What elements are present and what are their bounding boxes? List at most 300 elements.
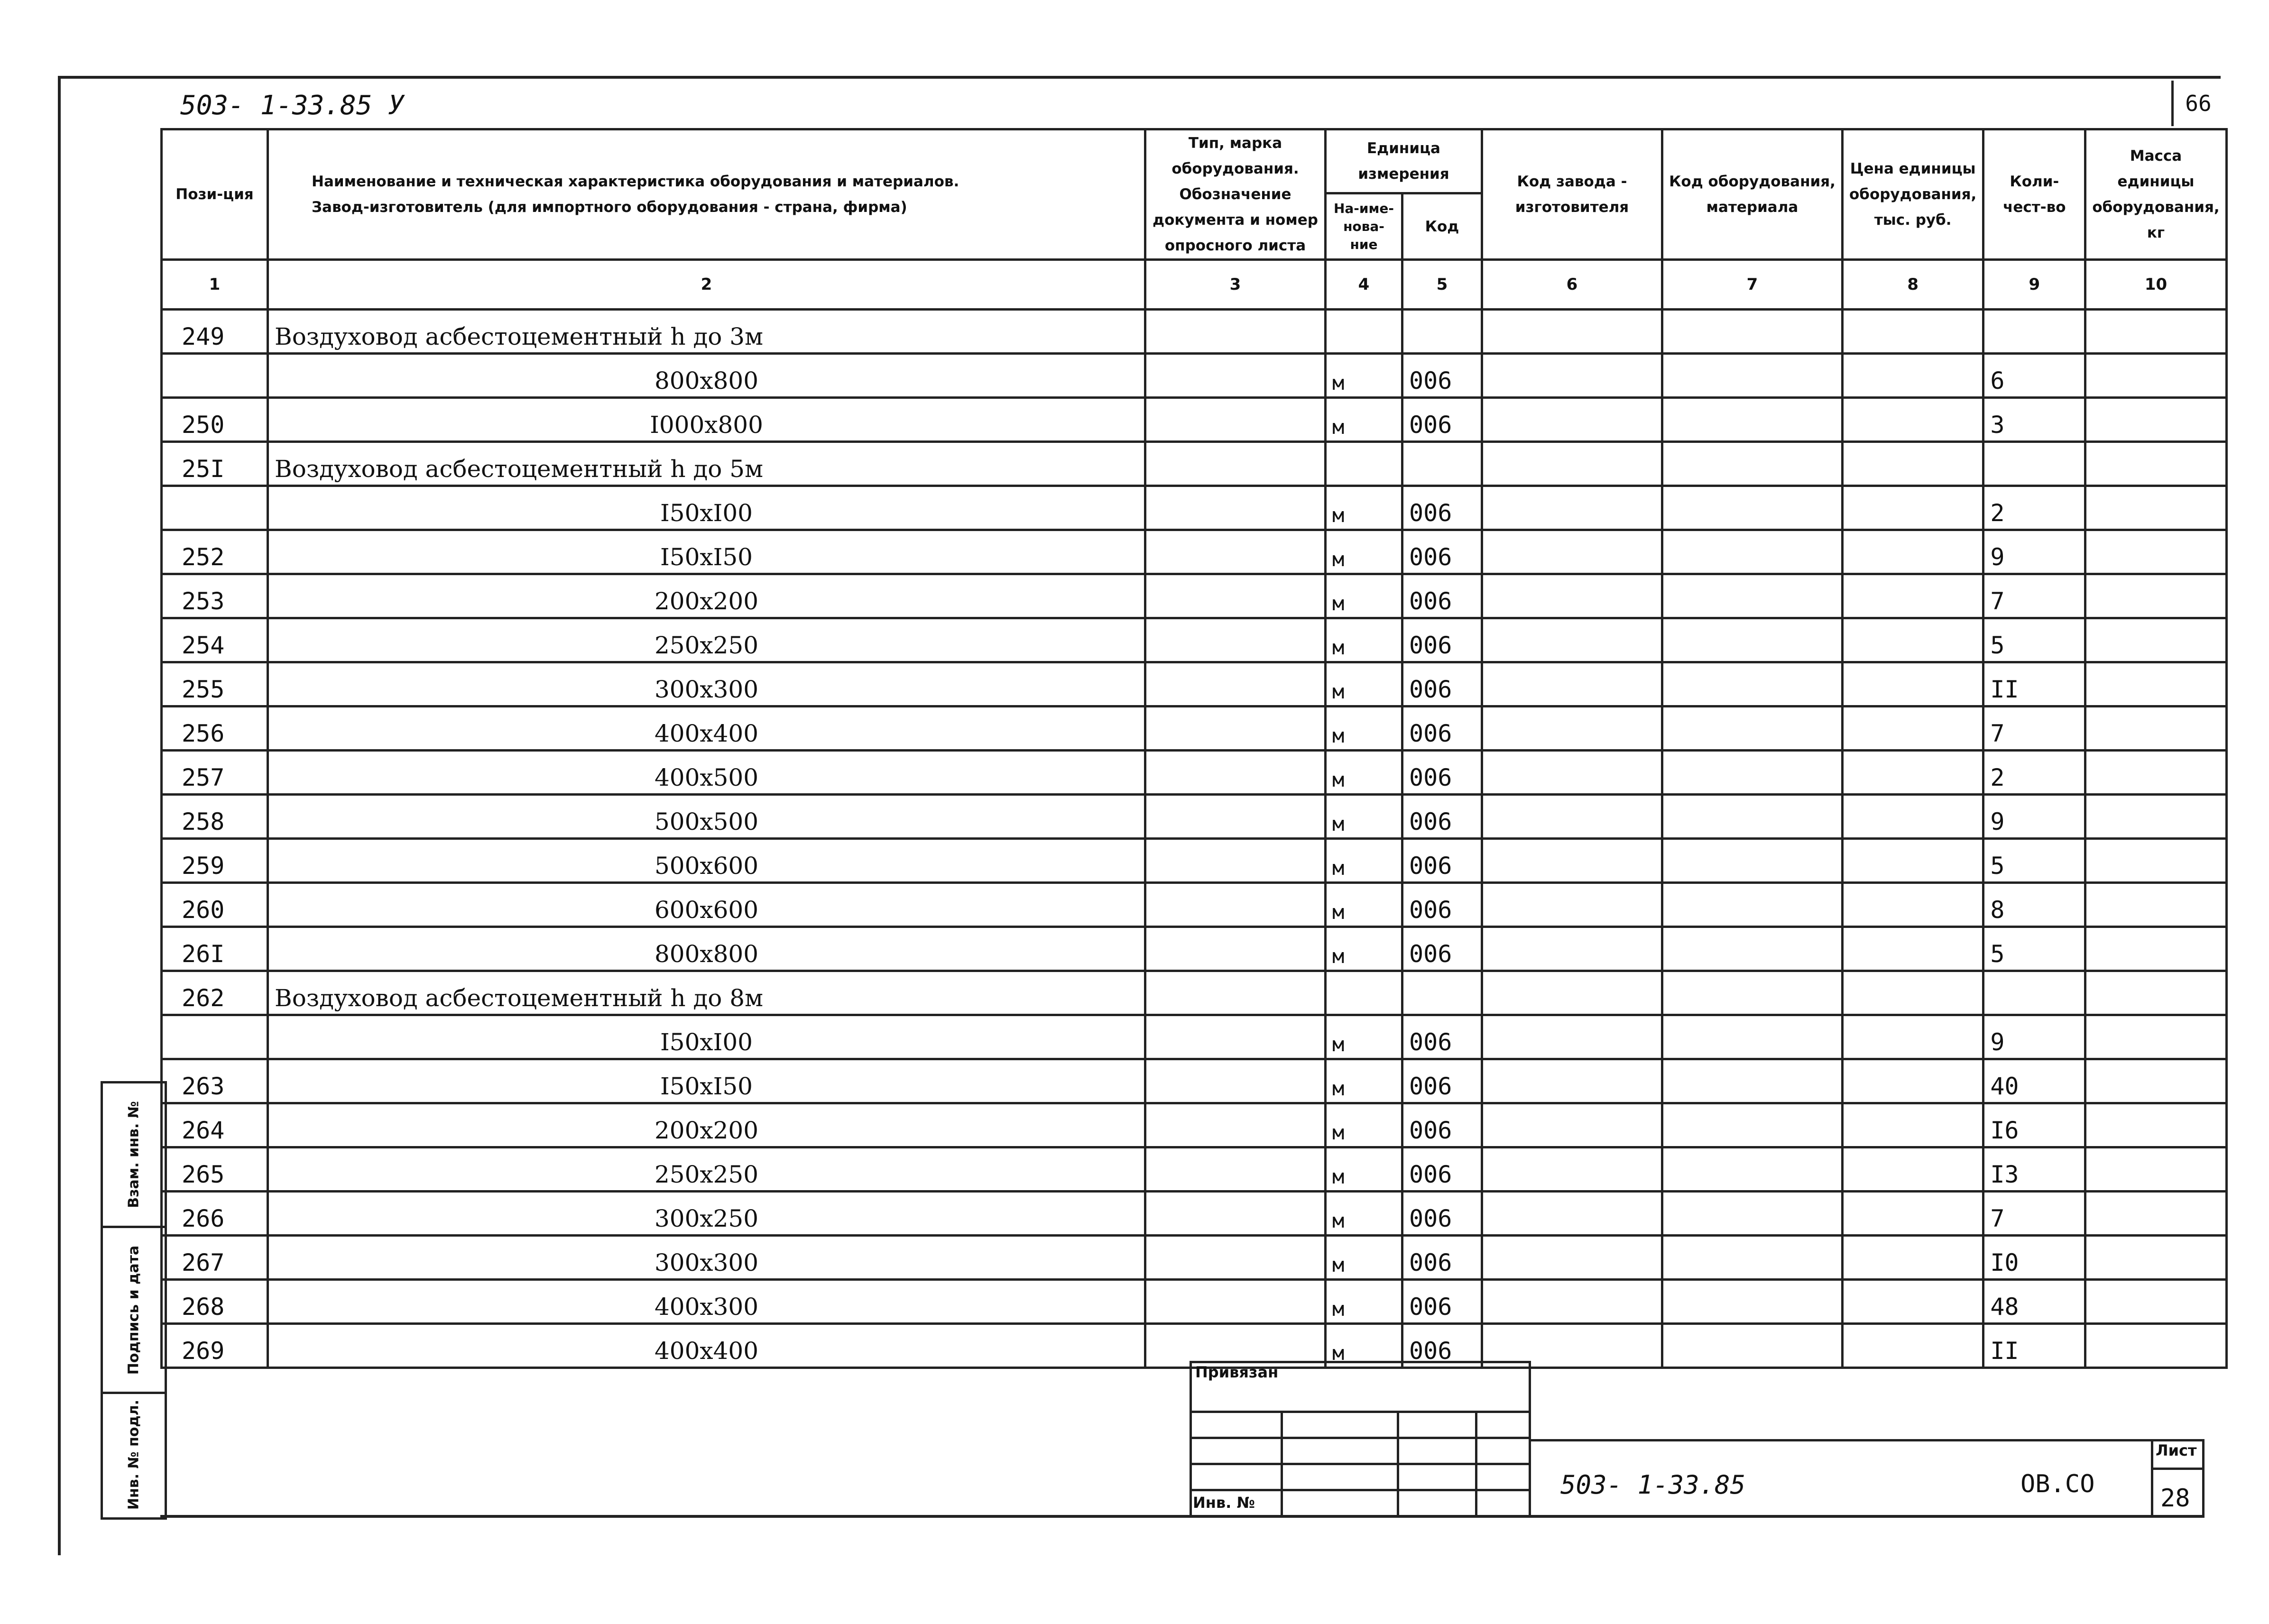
row-type <box>1145 530 1326 574</box>
table-row <box>162 618 2227 662</box>
row-position: 267 <box>162 1236 268 1280</box>
row-type <box>1145 310 1326 354</box>
row-type <box>1145 1103 1326 1147</box>
row-position <box>162 486 268 530</box>
row-price <box>1843 310 1983 354</box>
row-equipment-code <box>1662 1015 1843 1059</box>
row-type <box>1145 751 1326 795</box>
table-row <box>162 839 2227 883</box>
row-type <box>1145 839 1326 883</box>
row-equipment-code <box>1662 927 1843 971</box>
frame-top-border <box>58 76 2221 79</box>
bottom-border <box>160 1515 2204 1518</box>
row-factory-code <box>1482 486 1662 530</box>
sheet-divider <box>2151 1468 2204 1470</box>
row-price <box>1843 795 1983 839</box>
row-quantity: 40 <box>1983 1059 2085 1103</box>
binding-column-line <box>1281 1411 1283 1517</box>
row-equipment-code <box>1662 354 1843 398</box>
row-quantity: 7 <box>1983 574 2085 618</box>
row-unit-code: 006 <box>1402 354 1482 398</box>
stamp-replaced-inv-label: Взам. инв. № <box>125 1101 142 1208</box>
row-unit: м <box>1326 618 1402 662</box>
header-position: Пози-ция <box>162 129 268 260</box>
row-quantity: I6 <box>1983 1103 2085 1147</box>
column-number: 3 <box>1145 260 1326 310</box>
row-price <box>1843 1147 1983 1192</box>
row-unit <box>1326 971 1402 1015</box>
row-factory-code <box>1482 1147 1662 1192</box>
row-factory-code <box>1482 795 1662 839</box>
row-quantity <box>1983 442 2085 486</box>
column-number: 9 <box>1983 260 2085 310</box>
table-row <box>162 971 2227 1015</box>
row-type <box>1145 398 1326 442</box>
row-unit-code: 006 <box>1402 751 1482 795</box>
row-name: Воздуховод асбестоцементный h до 3м <box>268 310 1145 354</box>
column-number: 8 <box>1843 260 1983 310</box>
row-position: 263 <box>162 1059 268 1103</box>
row-unit <box>1326 310 1402 354</box>
row-position: 268 <box>162 1280 268 1324</box>
row-unit: м <box>1326 574 1402 618</box>
stamp-original-inv <box>103 1394 165 1515</box>
row-position: 260 <box>162 883 268 927</box>
row-unit: м <box>1326 1192 1402 1236</box>
row-name: 600x600 <box>268 883 1145 927</box>
row-type <box>1145 1015 1326 1059</box>
row-unit-code: 006 <box>1402 574 1482 618</box>
row-unit: м <box>1326 751 1402 795</box>
row-position: 25I <box>162 442 268 486</box>
row-factory-code <box>1482 310 1662 354</box>
row-quantity: 5 <box>1983 618 2085 662</box>
header-unit-group: Единица измерения <box>1326 129 1482 193</box>
table-row <box>162 883 2227 927</box>
row-equipment-code <box>1662 530 1843 574</box>
table-row <box>162 354 2227 398</box>
row-factory-code <box>1482 706 1662 751</box>
row-name: 200x200 <box>268 574 1145 618</box>
row-factory-code <box>1482 1059 1662 1103</box>
table-row <box>162 486 2227 530</box>
row-name: I50xI50 <box>268 1059 1145 1103</box>
column-number: 6 <box>1482 260 1662 310</box>
row-unit: м <box>1326 1059 1402 1103</box>
header-name-line1: Наименование и техническая характеристика оборудования и материалов. <box>312 173 959 190</box>
row-position: 250 <box>162 398 268 442</box>
row-unit: м <box>1326 883 1402 927</box>
row-factory-code <box>1482 530 1662 574</box>
row-equipment-code <box>1662 1236 1843 1280</box>
row-position: 253 <box>162 574 268 618</box>
row-name: I50xI00 <box>268 486 1145 530</box>
header-mass: Масса единицы оборудования, кг <box>2085 129 2226 260</box>
row-unit: м <box>1326 398 1402 442</box>
row-price <box>1843 530 1983 574</box>
header-unit-code: Код <box>1402 193 1482 260</box>
row-price <box>1843 839 1983 883</box>
row-equipment-code <box>1662 1103 1843 1147</box>
row-quantity: II <box>1983 1324 2085 1368</box>
row-mass <box>2085 1147 2226 1192</box>
row-equipment-code <box>1662 795 1843 839</box>
row-mass <box>2085 706 2226 751</box>
row-quantity: 9 <box>1983 530 2085 574</box>
row-name: 800x800 <box>268 354 1145 398</box>
row-equipment-code <box>1662 1192 1843 1236</box>
table-row <box>162 442 2227 486</box>
row-name: 800x800 <box>268 927 1145 971</box>
row-name: 400x400 <box>268 1324 1145 1368</box>
table-row <box>162 927 2227 971</box>
header-name <box>268 129 1145 260</box>
row-quantity: 5 <box>1983 927 2085 971</box>
row-position: 259 <box>162 839 268 883</box>
stamp-signature-date <box>103 1228 165 1394</box>
row-unit-code: 006 <box>1402 706 1482 751</box>
row-mass <box>2085 1103 2226 1147</box>
row-equipment-code <box>1662 839 1843 883</box>
row-price <box>1843 927 1983 971</box>
header-unit-name: На-име-нова-ние <box>1326 193 1402 260</box>
row-equipment-code <box>1662 398 1843 442</box>
column-number: 4 <box>1326 260 1402 310</box>
row-unit-code: 006 <box>1402 839 1482 883</box>
sheet-number: 28 <box>2160 1484 2190 1513</box>
binding-column-line <box>1397 1411 1399 1517</box>
row-name: I50xI00 <box>268 1015 1145 1059</box>
row-name: 500x600 <box>268 839 1145 883</box>
row-position: 266 <box>162 1192 268 1236</box>
table-row <box>162 1147 2227 1192</box>
row-factory-code <box>1482 927 1662 971</box>
table-row <box>162 795 2227 839</box>
table-body <box>162 310 2227 1368</box>
table-row <box>162 1280 2227 1324</box>
specification-table <box>160 128 2228 1369</box>
row-unit: м <box>1326 486 1402 530</box>
table-row <box>162 1192 2227 1236</box>
row-unit-code <box>1402 310 1482 354</box>
row-equipment-code <box>1662 751 1843 795</box>
row-quantity: 9 <box>1983 1015 2085 1059</box>
row-quantity: II <box>1983 662 2085 706</box>
row-quantity: 3 <box>1983 398 2085 442</box>
row-name: 300x250 <box>268 1192 1145 1236</box>
frame-left-border <box>58 76 61 1555</box>
row-price <box>1843 574 1983 618</box>
row-quantity: 7 <box>1983 1192 2085 1236</box>
row-unit-code: 006 <box>1402 1147 1482 1192</box>
row-name: 400x500 <box>268 751 1145 795</box>
row-price <box>1843 486 1983 530</box>
row-equipment-code <box>1662 1324 1843 1368</box>
row-mass <box>2085 883 2226 927</box>
row-price <box>1843 1059 1983 1103</box>
row-name: 300x300 <box>268 1236 1145 1280</box>
row-mass <box>2085 398 2226 442</box>
row-position: 256 <box>162 706 268 751</box>
row-type <box>1145 1236 1326 1280</box>
row-unit-code <box>1402 442 1482 486</box>
row-name: 500x500 <box>268 795 1145 839</box>
stamp-original-inv-label: Инв. № подл. <box>125 1399 142 1510</box>
row-type <box>1145 618 1326 662</box>
row-position: 264 <box>162 1103 268 1147</box>
row-position: 258 <box>162 795 268 839</box>
table-row <box>162 1015 2227 1059</box>
row-unit <box>1326 442 1402 486</box>
row-position: 265 <box>162 1147 268 1192</box>
row-type <box>1145 706 1326 751</box>
header-name-line2: Завод-изготовитель (для импортного оборудования - страна, фирма) <box>312 199 907 216</box>
binding-divider <box>1190 1463 1531 1465</box>
row-unit-code: 006 <box>1402 795 1482 839</box>
stamp-replaced-inv <box>103 1083 165 1228</box>
row-unit-code: 006 <box>1402 486 1482 530</box>
row-factory-code <box>1482 354 1662 398</box>
row-equipment-code <box>1662 310 1843 354</box>
row-price <box>1843 1324 1983 1368</box>
row-position <box>162 1015 268 1059</box>
row-unit-code: 006 <box>1402 398 1482 442</box>
row-equipment-code <box>1662 1147 1843 1192</box>
row-quantity: 48 <box>1983 1280 2085 1324</box>
row-quantity: 8 <box>1983 883 2085 927</box>
row-name: 250x250 <box>268 1147 1145 1192</box>
row-unit-code: 006 <box>1402 883 1482 927</box>
row-factory-code <box>1482 1236 1662 1280</box>
row-unit-code: 006 <box>1402 927 1482 971</box>
row-name: 250x250 <box>268 618 1145 662</box>
row-position <box>162 354 268 398</box>
row-type <box>1145 795 1326 839</box>
row-name: 400x300 <box>268 1280 1145 1324</box>
row-position: 26I <box>162 927 268 971</box>
row-price <box>1843 706 1983 751</box>
row-unit: м <box>1326 530 1402 574</box>
row-name: 200x200 <box>268 1103 1145 1147</box>
row-unit-code: 006 <box>1402 1059 1482 1103</box>
column-number: 7 <box>1662 260 1843 310</box>
table-row <box>162 310 2227 354</box>
row-mass <box>2085 839 2226 883</box>
row-unit: м <box>1326 795 1402 839</box>
row-mass <box>2085 1059 2226 1103</box>
row-price <box>1843 751 1983 795</box>
row-quantity: 9 <box>1983 795 2085 839</box>
table-row <box>162 706 2227 751</box>
row-mass <box>2085 574 2226 618</box>
row-equipment-code <box>1662 486 1843 530</box>
row-quantity: 7 <box>1983 706 2085 751</box>
header-equipment-code: Код оборудования, материала <box>1662 129 1843 260</box>
header-factory-code: Код завода - изготовителя <box>1482 129 1662 260</box>
row-type <box>1145 1192 1326 1236</box>
title-block-top-line <box>1531 1439 2152 1441</box>
column-number: 5 <box>1402 260 1482 310</box>
row-unit: м <box>1326 1147 1402 1192</box>
row-mass <box>2085 530 2226 574</box>
row-mass <box>2085 442 2226 486</box>
row-equipment-code <box>1662 442 1843 486</box>
binding-divider <box>1190 1437 1531 1439</box>
table-row <box>162 398 2227 442</box>
row-position: 257 <box>162 751 268 795</box>
row-price <box>1843 1280 1983 1324</box>
table-row <box>162 574 2227 618</box>
table-row <box>162 662 2227 706</box>
row-factory-code <box>1482 618 1662 662</box>
row-quantity: I0 <box>1983 1236 2085 1280</box>
row-unit: м <box>1326 1103 1402 1147</box>
row-mass <box>2085 1236 2226 1280</box>
row-price <box>1843 618 1983 662</box>
title-block-doc-code: ОВ.СО <box>2020 1470 2095 1498</box>
table-row <box>162 751 2227 795</box>
stamp-signature-date-label: Подпись и дата <box>125 1245 142 1375</box>
row-equipment-code <box>1662 883 1843 927</box>
row-price <box>1843 354 1983 398</box>
row-name: 400x400 <box>268 706 1145 751</box>
row-type <box>1145 927 1326 971</box>
row-position: 254 <box>162 618 268 662</box>
header-type: Тип, марка оборудования. Обозначение документа и номер опросного листа <box>1145 129 1326 260</box>
row-position: 269 <box>162 1324 268 1368</box>
row-mass <box>2085 662 2226 706</box>
row-unit: м <box>1326 706 1402 751</box>
column-number: 10 <box>2085 260 2226 310</box>
row-unit-code: 006 <box>1402 618 1482 662</box>
row-type <box>1145 442 1326 486</box>
binding-column-line <box>1475 1411 1477 1517</box>
column-number: 2 <box>268 260 1145 310</box>
row-name: I000x800 <box>268 398 1145 442</box>
table-row <box>162 1236 2227 1280</box>
row-factory-code <box>1482 971 1662 1015</box>
table-row <box>162 530 2227 574</box>
row-factory-code <box>1482 839 1662 883</box>
row-name: Воздуховод асбестоцементный h до 8м <box>268 971 1145 1015</box>
title-block-doc-number: 503- 1-33.85 <box>1560 1470 1746 1500</box>
sheet-label: Лист <box>2156 1441 2197 1459</box>
row-mass <box>2085 971 2226 1015</box>
row-factory-code <box>1482 662 1662 706</box>
row-mass <box>2085 1192 2226 1236</box>
row-equipment-code <box>1662 706 1843 751</box>
row-name: I50xI50 <box>268 530 1145 574</box>
row-price <box>1843 398 1983 442</box>
row-mass <box>2085 1280 2226 1324</box>
column-number: 1 <box>162 260 268 310</box>
row-mass <box>2085 1015 2226 1059</box>
binding-label: Привязан <box>1195 1363 1279 1381</box>
row-unit: м <box>1326 662 1402 706</box>
row-quantity: 5 <box>1983 839 2085 883</box>
row-equipment-code <box>1662 618 1843 662</box>
row-factory-code <box>1482 442 1662 486</box>
row-unit-code: 006 <box>1402 1280 1482 1324</box>
row-factory-code <box>1482 398 1662 442</box>
table-row <box>162 1059 2227 1103</box>
row-price <box>1843 1192 1983 1236</box>
row-price <box>1843 971 1983 1015</box>
row-factory-code <box>1482 1280 1662 1324</box>
binding-divider <box>1190 1411 1531 1413</box>
row-mass <box>2085 618 2226 662</box>
row-unit: м <box>1326 839 1402 883</box>
row-type <box>1145 1280 1326 1324</box>
header-price: Цена единицы оборудования, тыс. руб. <box>1843 129 1983 260</box>
row-factory-code <box>1482 1192 1662 1236</box>
row-price <box>1843 1103 1983 1147</box>
row-mass <box>2085 486 2226 530</box>
row-unit-code <box>1402 971 1482 1015</box>
row-unit: м <box>1326 1236 1402 1280</box>
row-equipment-code <box>1662 1059 1843 1103</box>
row-mass <box>2085 1324 2226 1368</box>
row-type <box>1145 574 1326 618</box>
row-price <box>1843 1236 1983 1280</box>
row-type <box>1145 486 1326 530</box>
row-position: 249 <box>162 310 268 354</box>
row-unit-code: 006 <box>1402 1103 1482 1147</box>
row-type <box>1145 1059 1326 1103</box>
row-quantity: 6 <box>1983 354 2085 398</box>
row-unit-code: 006 <box>1402 530 1482 574</box>
row-price <box>1843 442 1983 486</box>
row-position: 255 <box>162 662 268 706</box>
row-unit: м <box>1326 354 1402 398</box>
row-mass <box>2085 354 2226 398</box>
row-factory-code <box>1482 1103 1662 1147</box>
row-unit-code: 006 <box>1402 1324 1482 1368</box>
row-quantity: 2 <box>1983 751 2085 795</box>
binding-divider <box>1190 1489 1531 1491</box>
row-position: 262 <box>162 971 268 1015</box>
row-mass <box>2085 795 2226 839</box>
row-equipment-code <box>1662 1280 1843 1324</box>
row-type <box>1145 662 1326 706</box>
row-quantity <box>1983 310 2085 354</box>
inventory-label: Инв. № <box>1193 1494 1255 1512</box>
row-name: Воздуховод асбестоцементный h до 5м <box>268 442 1145 486</box>
left-stamp <box>101 1081 167 1520</box>
row-unit: м <box>1326 1015 1402 1059</box>
header-quantity: Коли-чест-во <box>1983 129 2085 260</box>
row-type <box>1145 971 1326 1015</box>
row-equipment-code <box>1662 662 1843 706</box>
row-mass <box>2085 310 2226 354</box>
row-equipment-code <box>1662 574 1843 618</box>
row-mass <box>2085 751 2226 795</box>
row-unit-code: 006 <box>1402 1015 1482 1059</box>
row-unit-code: 006 <box>1402 1236 1482 1280</box>
row-position: 252 <box>162 530 268 574</box>
document-number: 503- 1-33.85 У <box>180 90 405 121</box>
table-row <box>162 1103 2227 1147</box>
row-unit: м <box>1326 1324 1402 1368</box>
row-quantity: I3 <box>1983 1147 2085 1192</box>
row-price <box>1843 662 1983 706</box>
row-type <box>1145 1147 1326 1192</box>
row-factory-code <box>1482 1015 1662 1059</box>
row-type <box>1145 883 1326 927</box>
row-factory-code <box>1482 751 1662 795</box>
row-type <box>1145 354 1326 398</box>
row-unit: м <box>1326 927 1402 971</box>
